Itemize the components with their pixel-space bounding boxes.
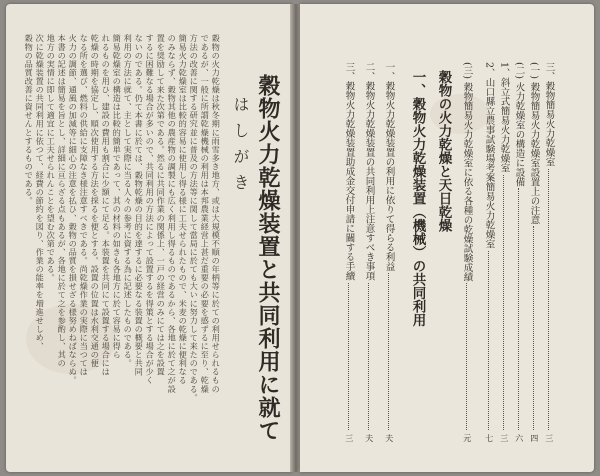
- toc-entry-label: 1、斜立式簡易火力乾燥室: [498, 62, 510, 173]
- body-line: 次に乾燥装置の共同利用に依つて、経費の節約を図り、作業の能率を増進せしめ、: [35, 34, 46, 351]
- toc-leader-dots: [466, 283, 467, 430]
- body-line: 本書の記述は簡易を旨とし、詳細に亘らざる点もあるが、各地に於て之を参酌し、其の: [57, 34, 68, 368]
- right-page: [300, 4, 594, 472]
- toc-entry[interactable]: [344, 62, 354, 442]
- body-line: 方法の改善に関する研究並に普及の方法等に関して當局に於ても大いに努力して来たのである。: [189, 34, 200, 402]
- body-line: するに困難なる場合が多いので、共同利用の方法によって設置するを得策とする場合が少く: [145, 34, 156, 385]
- body-line: であるが、一般に所謂乾燥機械の利用は本邦農業経営上甚だ重要の必要を感ずるに至り、乾燥: [200, 34, 211, 394]
- body-line: 地方の実情に即して適宜に工夫せられんことを望む次第である。: [46, 34, 57, 282]
- body-line: 利用の方法に就て、主として実際に当る人々の参考に資する為に記述したものである。: [123, 34, 134, 368]
- body-line: れるものを用ひ、建設の費用も割合に少額にて足る。本装置を共同にて設置する場合には: [101, 34, 112, 376]
- body-line: 簡易乾燥室の構造は比較的簡単であって、其の材料の如きも各地方に於て容易に得ら: [112, 34, 123, 359]
- toc-entry-label: 一、穀物火力乾燥装置（機械）の共同利用: [409, 70, 426, 327]
- toc-entry-label: 三、穀物火力乾燥装置助成金交付申請に關する手續: [343, 62, 355, 281]
- toc-entry-label: (三) 穀物簡易火力乾燥室に依る各種の乾燥試験成績: [461, 62, 473, 282]
- toc-page-number: 元: [462, 434, 472, 442]
- preface-heading: はしがき: [231, 96, 250, 200]
- body-line: 乾燥の時期を協定し、順次使用する方法を採るを便とする。設置の位置は水利交通の便: [90, 34, 101, 368]
- toc-page-number: 三: [344, 434, 354, 442]
- toc-leader-dots: [368, 283, 369, 431]
- toc-entry[interactable]: [529, 62, 539, 442]
- toc-entry[interactable]: [462, 62, 472, 442]
- toc-page-number: 六: [514, 434, 524, 442]
- toc-page-number: 夫: [364, 434, 374, 442]
- toc-entry[interactable]: [514, 62, 524, 442]
- toc-section-heading[interactable]: [410, 70, 424, 327]
- toc-entry-label: (二) 火力乾燥室の構造に設備: [513, 62, 525, 187]
- page-title: 穀物火力乾燥装置と共同利用に就て: [255, 74, 280, 442]
- toc-page-number: 三: [544, 434, 554, 442]
- toc-section-heading[interactable]: [436, 70, 450, 232]
- toc-page-number: 三: [499, 434, 509, 442]
- toc-entry-label: 一、穀物火力乾燥装置の利用に依りて得らる利益: [383, 62, 395, 271]
- body-line: なる所を選び、燃料の供給に支障なき様注意すべきである。尚乾燥作業の実際に当つては: [79, 34, 90, 376]
- body-line: 火力の調節、通風の加減等に細心の注意を払ひ、穀物の品質を損せざる様努めねばならぬ。: [68, 34, 79, 385]
- toc-entry[interactable]: [499, 62, 509, 442]
- toc-entry[interactable]: [544, 62, 554, 442]
- body-line: のみならず、穀物其他の農産物の調製にも広く利用し得るものであるから、各地に於て之が設: [167, 34, 178, 394]
- left-page: [6, 4, 292, 472]
- toc-leader-dots: [488, 251, 489, 430]
- toc-entry[interactable]: [384, 62, 394, 442]
- toc-entry-label: 三、穀物簡易火力乾燥室: [543, 62, 555, 167]
- body-line: 置を奨励して来た次第である。然るに共同作業の関係上、一戸の経営のみにては之を設置: [156, 34, 167, 376]
- toc-entry[interactable]: [484, 62, 494, 442]
- toc-entry-label: (一) 穀物簡易火力乾燥室設置上の注意: [528, 62, 540, 225]
- toc-leader-dots: [503, 175, 504, 430]
- toc-leader-dots: [533, 226, 534, 430]
- toc-leader-dots: [388, 273, 389, 430]
- body-line: 簡易火力乾燥室は比較的容易に使用し得る様に工夫せられたもので、米麦の乾燥に便利なる: [178, 34, 189, 385]
- body-line: 穀物の火力乾燥は秋冬期に雨雪多き地方、或は大規模不順の年柄等に於ての利用せられるもの: [211, 34, 222, 394]
- toc-leader-dots: [548, 169, 549, 431]
- body-line: 穀物の品質改善に資せんとするものである。: [24, 34, 35, 205]
- toc-entry-label: 2、山口縣立農事試験場考案簡易火力乾燥室: [483, 62, 495, 249]
- toc-leader-dots: [518, 188, 519, 430]
- toc-page-number: 夫: [384, 434, 394, 442]
- toc-entry-label: 二、穀物火力乾燥装置の共同利用上注意すべき事項: [363, 62, 375, 281]
- toc-page-number: 四: [529, 434, 539, 442]
- toc-entry-label: 穀物の火力乾燥と天日乾燥: [435, 70, 452, 232]
- toc-page-number: 七: [484, 434, 494, 442]
- toc-leader-dots: [348, 283, 349, 431]
- body-line: ないのである。仍て本書に於ては、穀物乾燥の目的を達するに必要なる装置の概要と共同: [134, 34, 145, 376]
- toc-entry[interactable]: [364, 62, 374, 442]
